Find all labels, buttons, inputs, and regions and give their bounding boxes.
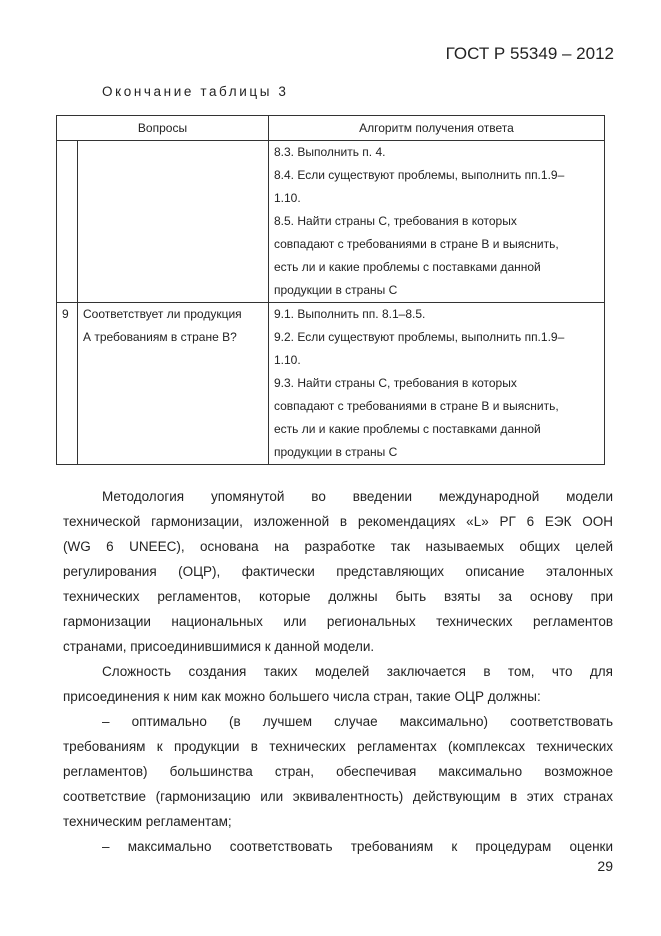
text-line: Сложность создания таких моделей заключается в том, что для bbox=[102, 664, 613, 679]
answer-line: продукции в страны С bbox=[274, 445, 398, 459]
answer-cell bbox=[269, 303, 605, 465]
table-3 bbox=[56, 115, 605, 465]
text-line: регламентов) большинства стран, обеспечивая максимально возможное bbox=[63, 764, 613, 779]
text-line: присоединения к ним как можно большего числа стран, такие ОЦР должны: bbox=[63, 689, 541, 704]
text-line: техническим регламентам; bbox=[63, 814, 232, 829]
column-header-algorithm: Алгоритм получения ответа bbox=[269, 116, 605, 141]
answer-line: 1.10. bbox=[274, 353, 301, 367]
text-line: технической гармонизации, изложенной в рекомендациях «L» РГ 6 ЕЭК ООН bbox=[63, 514, 613, 529]
paragraph-p1 bbox=[63, 484, 613, 659]
document-code: ГОСТ Р 55349 – 2012 bbox=[445, 44, 614, 63]
answer-line: 9.3. Найти страны С, требования в которых bbox=[274, 376, 517, 390]
table-caption: Окончание таблицы 3 bbox=[102, 84, 289, 99]
text-line: – максимально соответствовать требованиям к процедурам оценки bbox=[102, 839, 613, 854]
text-line: регулирования (ОЦР), фактически представляющих описание эталонных bbox=[63, 564, 613, 579]
paragraph-p3 bbox=[63, 709, 613, 834]
answer-line: есть ли и какие проблемы с поставками данной bbox=[274, 260, 541, 274]
answer-line: 9.1. Выполнить пп. 8.1–8.5. bbox=[274, 307, 426, 321]
text-line: гармонизации национальных или региональных технических регламентов bbox=[63, 614, 613, 629]
question-line: Соответствует ли продукция bbox=[83, 307, 242, 321]
body-text bbox=[63, 484, 613, 859]
paragraph-p2 bbox=[63, 659, 613, 709]
text-line: Методология упомянутой во введении международной модели bbox=[102, 489, 613, 504]
answer-line: 9.2. Если существуют проблемы, выполнить пп.1.9– bbox=[274, 330, 565, 344]
column-header-questions: Вопросы bbox=[57, 116, 269, 141]
text-line: соответствие (гармонизацию или эквивалентность) действующим в этих странах bbox=[63, 789, 613, 804]
row-number-text: 9 bbox=[62, 307, 69, 321]
page-number: 29 bbox=[597, 858, 613, 874]
text-line: технических регламентов, которые должны быть взяты за основу при bbox=[63, 589, 613, 604]
text-line: (WG 6 UNEEC), основана на разработке так называемых общих целей bbox=[63, 539, 613, 554]
question-line: А требованиям в стране В? bbox=[83, 330, 237, 344]
answer-line: продукции в страны С bbox=[274, 283, 398, 297]
text-line: – оптимально (в лучшем случае максимально) соответствовать bbox=[102, 714, 613, 729]
table-row bbox=[57, 303, 605, 465]
answer-cell bbox=[269, 141, 605, 303]
question-cell bbox=[78, 141, 269, 303]
answer-line: 8.3. Выполнить п. 4. bbox=[274, 145, 386, 159]
row-number bbox=[57, 141, 78, 303]
paragraph-p4 bbox=[63, 834, 613, 859]
row-number bbox=[57, 303, 78, 465]
question-cell bbox=[78, 303, 269, 465]
answer-line: есть ли и какие проблемы с поставками данной bbox=[274, 422, 541, 436]
text-line: странами, присоединившимися к данной модели. bbox=[63, 639, 375, 654]
table-header-row bbox=[57, 116, 605, 141]
answer-line: совпадают с требованиями в стране В и выяснить, bbox=[274, 399, 559, 413]
text-line: требованиям к продукции в технических регламентах (комплексах технических bbox=[63, 739, 613, 754]
answer-line: 8.5. Найти страны С, требования в которых bbox=[274, 214, 517, 228]
answer-line: 1.10. bbox=[274, 191, 301, 205]
answer-line: 8.4. Если существуют проблемы, выполнить пп.1.9– bbox=[274, 168, 565, 182]
table-row bbox=[57, 141, 605, 303]
answer-line: совпадают с требованиями в стране В и выяснить, bbox=[274, 237, 559, 251]
